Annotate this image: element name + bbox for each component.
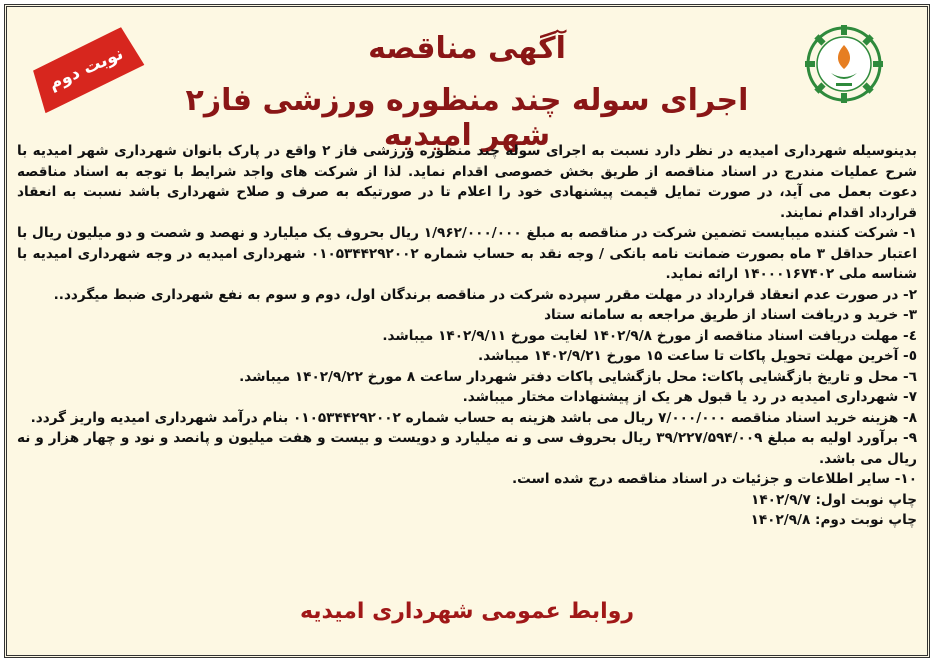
page-subtitle: اجرای سوله چند منظوره ورزشی فاز۲ شهر امیدیه [185, 83, 749, 153]
announcement-frame [4, 4, 930, 658]
condition-item-4: ٤- مهلت دریافت اسناد مناقصه از مورخ ۱۴۰۲/۹/۸ لغایت مورخ ۱۴۰۲/۹/۱۱ میباشد. [382, 327, 917, 344]
footer-signature: روابط عمومی شهرداری امیدیه [299, 599, 635, 624]
condition-item-7: ۷- شهرداری امیدیه در رد یا قبول هر یک از پیشنهادات مختار میباشد. [462, 389, 917, 405]
print-date-first: چاپ نوبت اول: ۱۴۰۲/۹/۷ [751, 491, 917, 508]
print-date-second: چاپ نوبت دوم: ۱۴۰۲/۹/۸ [750, 512, 917, 528]
municipality-emblem-icon [805, 25, 883, 103]
badge-label: نوبت دوم [45, 43, 127, 95]
condition-item-8: ۸- هزینه خرید اسناد مناقصه ۷/۰۰۰/۰۰۰ ریال می باشد هزینه به حساب شماره ۰۱۰۵۳۴۴۲۹۲۰۰۲ بنام درآمد شهرداری امیدیه واریز گردد. [30, 409, 917, 426]
intro-paragraph: بدینوسیله شهرداری امیدیه در نظر دارد نسبت به اجرای سوله چند منظوره ورزشی فاز ۲ واقع در پارک بانوان شهرداری شهر امیدیه با شرح عملیات مندرج در اسناد مناقصه از طریق بخش خصوصی اقدام نماید. لذا از شرکت های واجد شرایط با توجه به اسناد مناقصه دعوت بعمل می آید، در صورت تمایل قیمت پیشنهادی خود را اعلام تا در صورتیکه به صرف و صلاح شهرداری باشد نسبت به انعقاد قرارداد اقدام نمایند. [17, 143, 918, 221]
condition-item-9: ۹- برآورد اولیه به مبلغ ۳۹/۲۲۷/۵۹۴/۰۰۹ ریال بحروف سی و نه میلیارد و دویست و بیست و هفت میلیون و پانصد و نود و چهار هزار و نه ریال می باشد. [17, 430, 917, 467]
announcement-body [17, 141, 917, 531]
condition-item-3: ۳- خرید و دریافت اسناد از طریق مراجعه به سامانه ستاد [544, 307, 917, 323]
condition-item-5: ٥- آخرین مهلت تحویل پاکات تا ساعت ۱۵ مورخ ۱۴۰۲/۹/۲۱ میباشد. [478, 348, 917, 364]
condition-item-1: ۱- شرکت کننده میبایست تضمین شرکت در مناقصه به مبلغ ۱/۹۶۲/۰۰۰/۰۰۰ ریال بحروف یک میلیارد و نهصد و شصت و دو میلیون ریال با اعتبار حداقل ۳ ماه بصورت ضمانت نامه بانکی / وجه نقد به حساب شماره ۰۱۰۵۳۴۴۲۹۲۰۰۲ شهرداری امیدیه در وجه شهرداری امیدیه با شناسه ملی ۱۴۰۰۰۱۶۷۴۰۲ ارائه نماید. [17, 225, 917, 282]
condition-item-10: ۱۰- سایر اطلاعات و جزئیات در اسناد مناقصه درج شده است. [511, 471, 917, 487]
second-print-badge [26, 25, 146, 114]
condition-item-2: ۲- در صورت عدم انعقاد قرارداد در مهلت مقرر سپرده شرکت در مناقصه برندگان اول، دوم و سوم به نفع شهرداری ضبط میگردد.. [53, 286, 917, 303]
condition-item-6: ٦- محل و تاریخ بازگشایی پاکات: محل بازگشایی پاکات دفتر شهردار ساعت ۸ مورخ ۱۴۰۲/۹/۲۲ میباشد. [239, 368, 917, 385]
page-title: آگهی مناقصه [368, 31, 566, 66]
